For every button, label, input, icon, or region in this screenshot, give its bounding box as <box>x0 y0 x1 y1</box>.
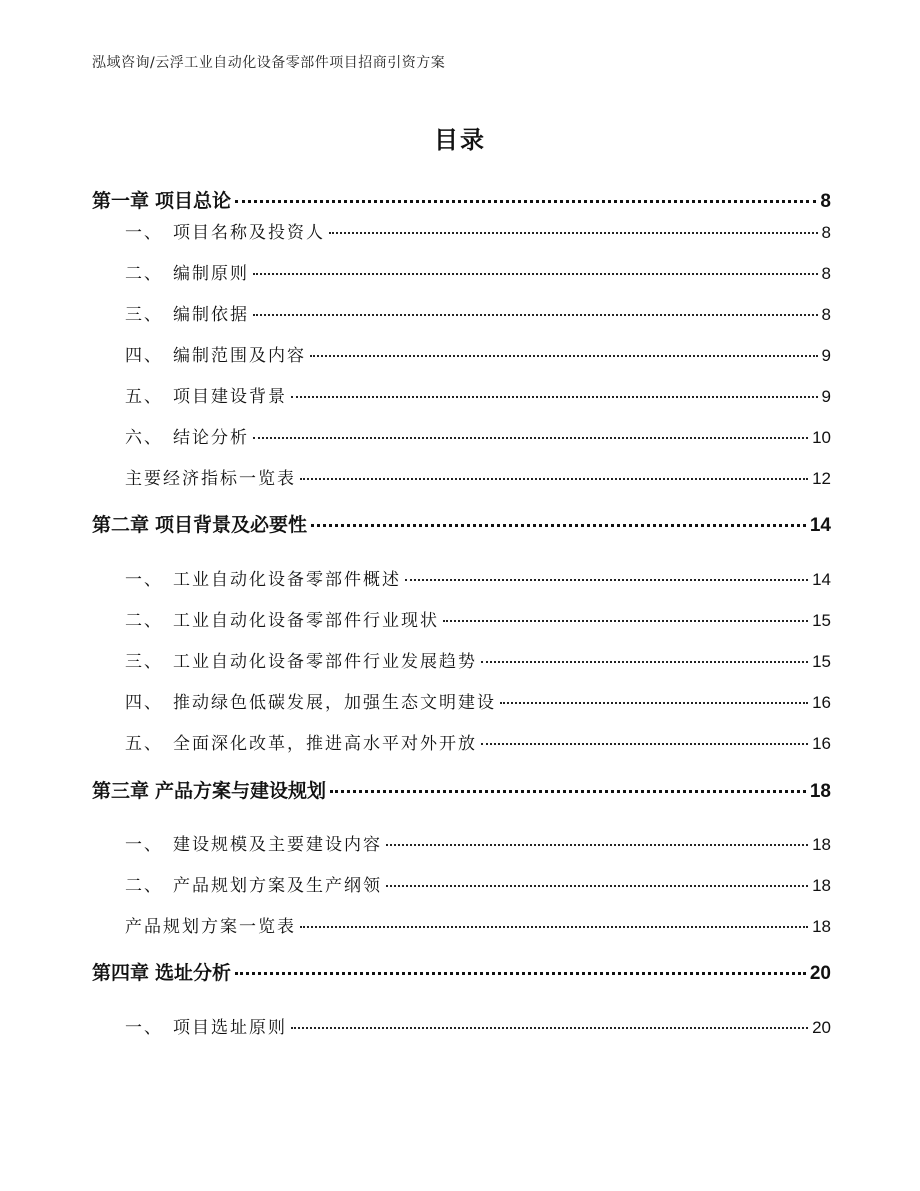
section-number: 四、 <box>125 346 163 366</box>
section-title: 产品规划方案及生产纲领 <box>173 876 382 896</box>
section-title: 项目选址原则 <box>173 1018 287 1038</box>
page-number: 9 <box>821 387 831 406</box>
section-number: 五、 <box>125 387 163 407</box>
dot-leader <box>235 972 806 975</box>
section-title: 全面深化改革，推进高水平对外开放 <box>173 734 477 754</box>
page-number: 8 <box>821 305 831 324</box>
toc-chapter-2[interactable] <box>92 510 831 537</box>
dot-leader <box>300 926 808 928</box>
section-title: 编制范围及内容 <box>173 346 306 366</box>
toc-entry[interactable] <box>125 341 831 366</box>
toc-entry[interactable] <box>125 606 831 631</box>
dot-leader <box>500 702 808 704</box>
section-title: 工业自动化设备零部件行业现状 <box>173 611 439 631</box>
chapter-title: 项目背景及必要性 <box>155 514 308 536</box>
section-number: 四、 <box>125 693 163 713</box>
dot-leader <box>386 885 808 887</box>
section-title: 项目名称及投资人 <box>173 223 325 243</box>
chapter-number: 第一章 <box>92 190 150 212</box>
dot-leader <box>386 844 808 846</box>
section-number: 五、 <box>125 734 163 754</box>
dot-leader <box>253 314 818 316</box>
dot-leader <box>443 620 808 622</box>
section-number: 一、 <box>125 1018 163 1038</box>
section-title: 推动绿色低碳发展，加强生态文明建设 <box>173 693 496 713</box>
dot-leader <box>481 743 808 745</box>
toc-chapter-4[interactable] <box>92 958 831 985</box>
table-title: 产品规划方案一览表 <box>125 917 296 937</box>
chapter-number: 第三章 <box>92 780 150 802</box>
chapter-number: 第二章 <box>92 514 150 536</box>
section-title: 编制原则 <box>173 264 249 284</box>
section-number: 二、 <box>125 264 163 284</box>
toc-entry[interactable] <box>125 830 831 855</box>
table-title: 主要经济指标一览表 <box>125 469 296 489</box>
page-number: 18 <box>809 781 831 802</box>
dot-leader <box>330 790 806 793</box>
toc-entry[interactable] <box>125 565 831 590</box>
section-number: 三、 <box>125 652 163 672</box>
page-number: 15 <box>812 652 831 671</box>
page-number: 20 <box>809 963 831 984</box>
page-number: 8 <box>820 191 831 212</box>
section-title: 编制依据 <box>173 305 249 325</box>
page-number: 18 <box>812 835 831 854</box>
section-number: 二、 <box>125 611 163 631</box>
toc-chapter-1[interactable] <box>92 186 831 213</box>
section-title: 项目建设背景 <box>173 387 287 407</box>
dot-leader <box>253 437 808 439</box>
page-number: 9 <box>821 346 831 365</box>
toc-entry[interactable] <box>125 729 831 754</box>
page-number: 18 <box>812 876 831 895</box>
running-header: 泓域咨询/云浮工业自动化设备零部件项目招商引资方案 <box>92 55 446 71</box>
section-title: 结论分析 <box>173 428 249 448</box>
dot-leader <box>311 524 806 527</box>
section-number: 一、 <box>125 570 163 590</box>
page-number: 15 <box>812 611 831 630</box>
section-number: 一、 <box>125 835 163 855</box>
page-number: 10 <box>812 428 831 447</box>
page-number: 20 <box>812 1018 831 1037</box>
toc-entry[interactable] <box>125 423 831 448</box>
dot-leader <box>329 232 818 234</box>
page-number: 16 <box>812 734 831 753</box>
toc-entry[interactable] <box>125 871 831 896</box>
toc-table-entry[interactable] <box>125 912 831 937</box>
dot-leader <box>291 1027 808 1029</box>
toc-entry[interactable] <box>125 218 831 243</box>
toc-entry[interactable] <box>125 300 831 325</box>
section-title: 工业自动化设备零部件行业发展趋势 <box>173 652 477 672</box>
chapter-number: 第四章 <box>92 962 150 984</box>
page-number: 16 <box>812 693 831 712</box>
toc-entry[interactable] <box>125 688 831 713</box>
dot-leader <box>253 273 818 275</box>
toc-table-entry[interactable] <box>125 464 831 489</box>
page-number: 18 <box>812 917 831 936</box>
section-title: 工业自动化设备零部件概述 <box>173 570 401 590</box>
section-number: 一、 <box>125 223 163 243</box>
page-number: 12 <box>812 469 831 488</box>
toc-entry[interactable] <box>125 647 831 672</box>
toc-chapter-3[interactable] <box>92 776 831 803</box>
section-number: 六、 <box>125 428 163 448</box>
toc-entry[interactable] <box>125 382 831 407</box>
page-number: 14 <box>809 515 831 536</box>
page-number: 14 <box>812 570 831 589</box>
section-title: 建设规模及主要建设内容 <box>173 835 382 855</box>
chapter-title: 项目总论 <box>155 190 232 212</box>
dot-leader <box>405 579 808 581</box>
dot-leader <box>291 396 818 398</box>
section-number: 三、 <box>125 305 163 325</box>
page-number: 8 <box>821 264 831 283</box>
page-number: 8 <box>821 223 831 242</box>
dot-leader <box>310 355 818 357</box>
chapter-title: 选址分析 <box>155 962 232 984</box>
chapter-title: 产品方案与建设规划 <box>155 780 327 802</box>
toc-title: 目录 <box>434 126 486 154</box>
toc-entry[interactable] <box>125 259 831 284</box>
dot-leader <box>235 200 816 203</box>
dot-leader <box>300 478 808 480</box>
dot-leader <box>481 661 808 663</box>
toc-entry[interactable] <box>125 1013 831 1038</box>
section-number: 二、 <box>125 876 163 896</box>
